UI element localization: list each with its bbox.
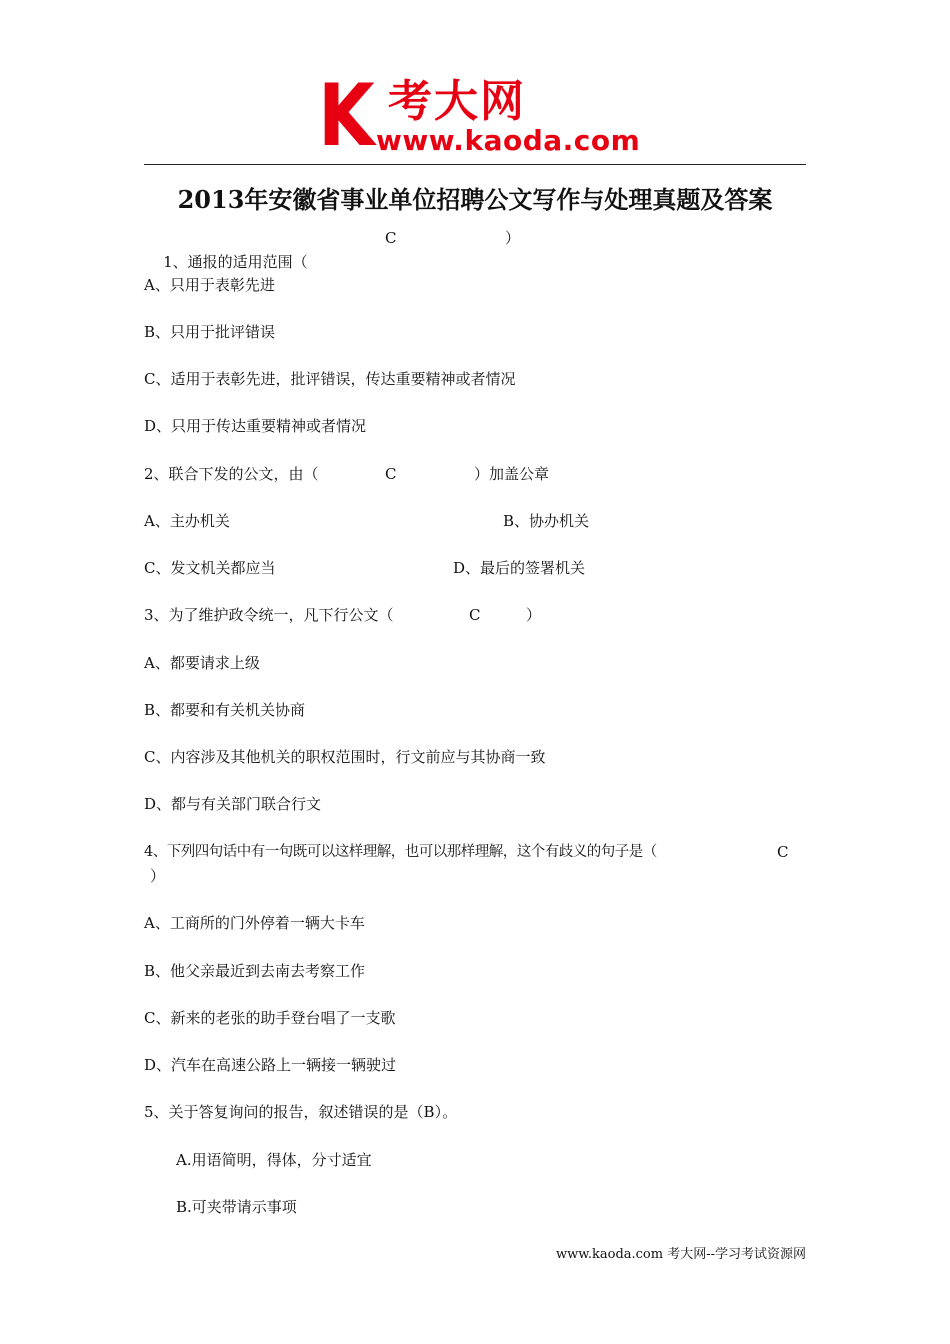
question-4-stem: 4、下列四句话中有一句既可以这样理解，也可以那样理解，这个有歧义的句子是（: [144, 844, 657, 860]
question-1-option-d: D、只用于传达重要精神或者情况: [144, 417, 367, 435]
question-1-answer: C: [385, 229, 397, 247]
question-5-option-a: A.用语简明，得体，分寸适宜: [176, 1151, 372, 1169]
logo-url: www.kaoda.com: [376, 124, 641, 157]
question-3-option-d: D、都与有关部门联合行文: [144, 795, 322, 813]
question-5-option-b: B.可夹带请示事项: [176, 1198, 297, 1216]
question-2-answer: C: [385, 465, 397, 483]
question-3-stem: 3、为了维护政令统一，凡下行公文（: [144, 606, 394, 624]
question-4-option-c: C、新来的老张的助手登台唱了一支歌: [144, 1009, 396, 1027]
question-2-option-a: A、主办机关: [144, 512, 230, 530]
question-1-option-a: A、只用于表彰先进: [144, 276, 275, 294]
question-2-option-d: D、最后的签署机关: [453, 559, 586, 577]
question-2-option-c: C、发文机关都应当: [144, 559, 276, 577]
question-3-option-c: C、内容涉及其他机关的职权范围时，行文前应与其协商一致: [144, 748, 546, 766]
header-divider: [144, 164, 806, 165]
page-footer[interactable]: www.kaoda.com 考大网--学习考试资源网: [556, 1247, 806, 1262]
question-2-stem: 2、联合下发的公文，由（: [144, 465, 319, 483]
question-2-stem-close: ）加盖公章: [474, 465, 550, 483]
question-4-answer: C: [777, 843, 789, 861]
kaoda-logo[interactable]: [318, 66, 648, 166]
question-4-option-a: A、工商所的门外停着一辆大卡车: [144, 914, 365, 932]
question-3-option-b: B、都要和有关机关协商: [144, 701, 306, 719]
logo-brand-name: 考大网: [388, 76, 526, 127]
page-title: 2013年安徽省事业单位招聘公文写作与处理真题及答案: [177, 185, 773, 214]
question-5-stem: 5、关于答复询问的报告，叙述错误的是（B）。: [144, 1103, 458, 1121]
question-3-answer: C: [469, 606, 481, 624]
question-1-option-b: B、只用于批评错误: [144, 323, 276, 341]
question-2-option-b: B、协办机关: [503, 512, 590, 530]
question-1-option-c: C、适用于表彰先进，批评错误，传达重要精神或者情况: [144, 370, 516, 388]
logo-letter: K: [318, 66, 375, 166]
question-4-stem-close: ）: [150, 867, 166, 885]
question-3-option-a: A、都要请求上级: [144, 654, 260, 672]
question-1-stem-text: 1、通报的适用范围（: [163, 253, 308, 271]
question-3-stem-close: ）: [526, 606, 542, 624]
question-4-option-b: B、他父亲最近到去南去考察工作: [144, 962, 366, 980]
question-1-stem-close: ）: [505, 229, 521, 247]
question-4-option-d: D、汽车在高速公路上一辆接一辆驶过: [144, 1056, 397, 1074]
